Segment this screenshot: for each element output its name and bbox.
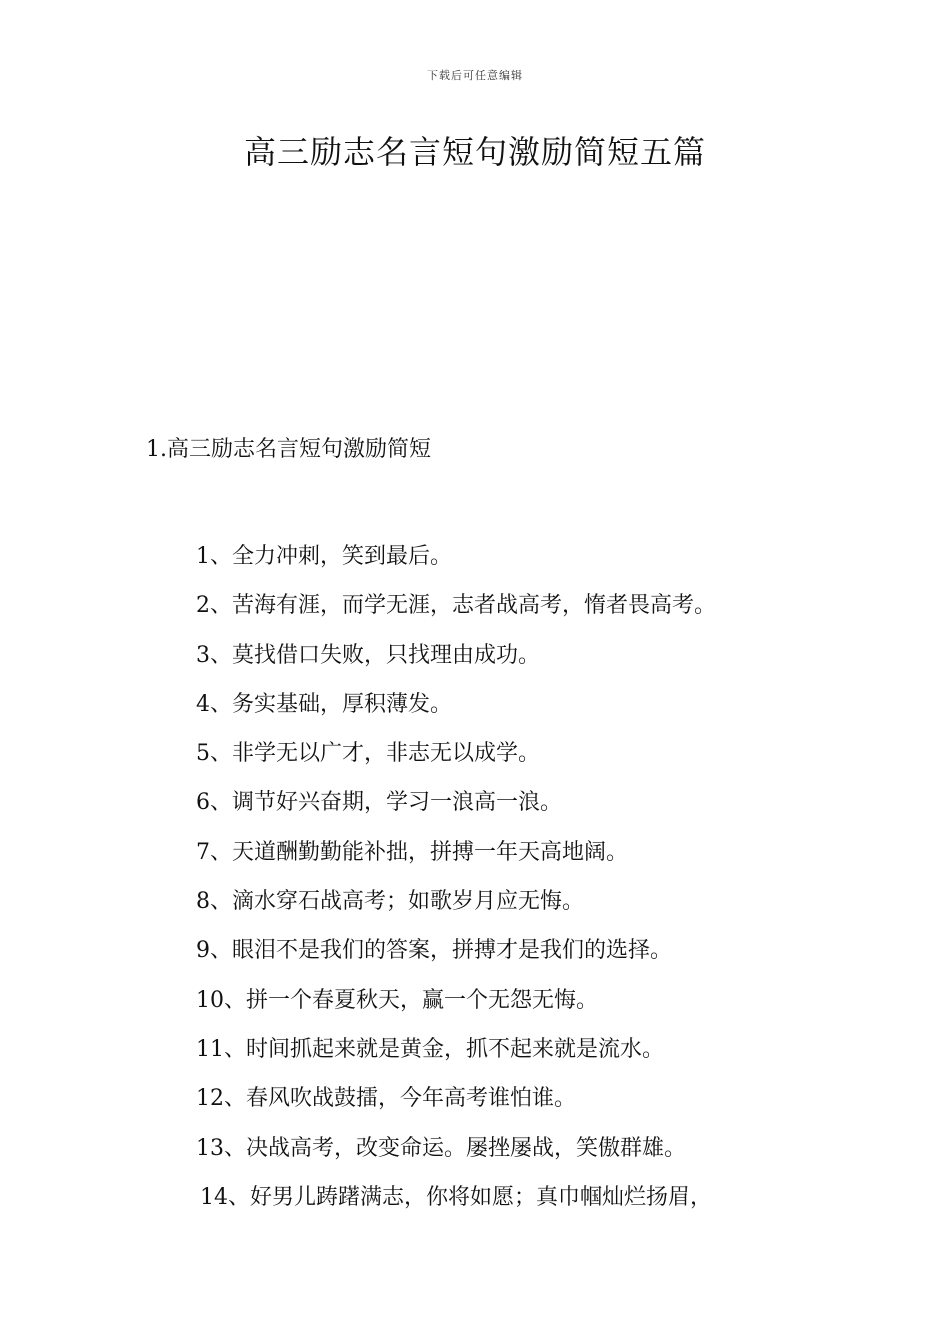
quote-item: 6、调节好兴奋期，学习一浪高一浪。 [196,790,562,816]
quote-item: 1、全力冲刺，笑到最后。 [196,544,452,569]
quote-item: 5、非学无以广才，非志无以成学。 [196,741,540,767]
document-title: 高三励志名言短句激励简短五篇 [243,133,706,171]
quote-item: 12、春风吹战鼓擂，今年高考谁怕谁。 [196,1086,576,1112]
quote-item: 14、好男儿踌躇满志，你将如愿；真巾帼灿烂扬眉， [200,1184,712,1210]
quote-item: 11、时间抓起来就是黄金，抓不起来就是流水。 [196,1036,664,1062]
quote-item: 3、莫找借口失败，只找理由成功。 [196,642,540,668]
quote-item: 13、决战高考，改变命运。屡挫屡战，笑傲群雄。 [196,1135,686,1161]
quote-list [196,532,716,1222]
quote-item: 2、苦海有涯，而学无涯，志者战高考，惰者畏高考。 [196,593,716,619]
quote-item: 7、天道酬勤勤能补拙，拼搏一年天高地阔。 [196,839,628,865]
header-note: 下载后可任意编辑 [427,69,523,82]
section-heading: 1.高三励志名言短句激励简短 [146,437,431,462]
quote-item: 4、务实基础，厚积薄发。 [196,691,452,717]
quote-item: 10、拼一个春夏秋天，赢一个无怨无悔。 [196,987,598,1013]
quote-item: 9、眼泪不是我们的答案，拼搏才是我们的选择。 [196,938,672,964]
quote-item: 8、滴水穿石战高考；如歌岁月应无悔。 [196,889,584,915]
